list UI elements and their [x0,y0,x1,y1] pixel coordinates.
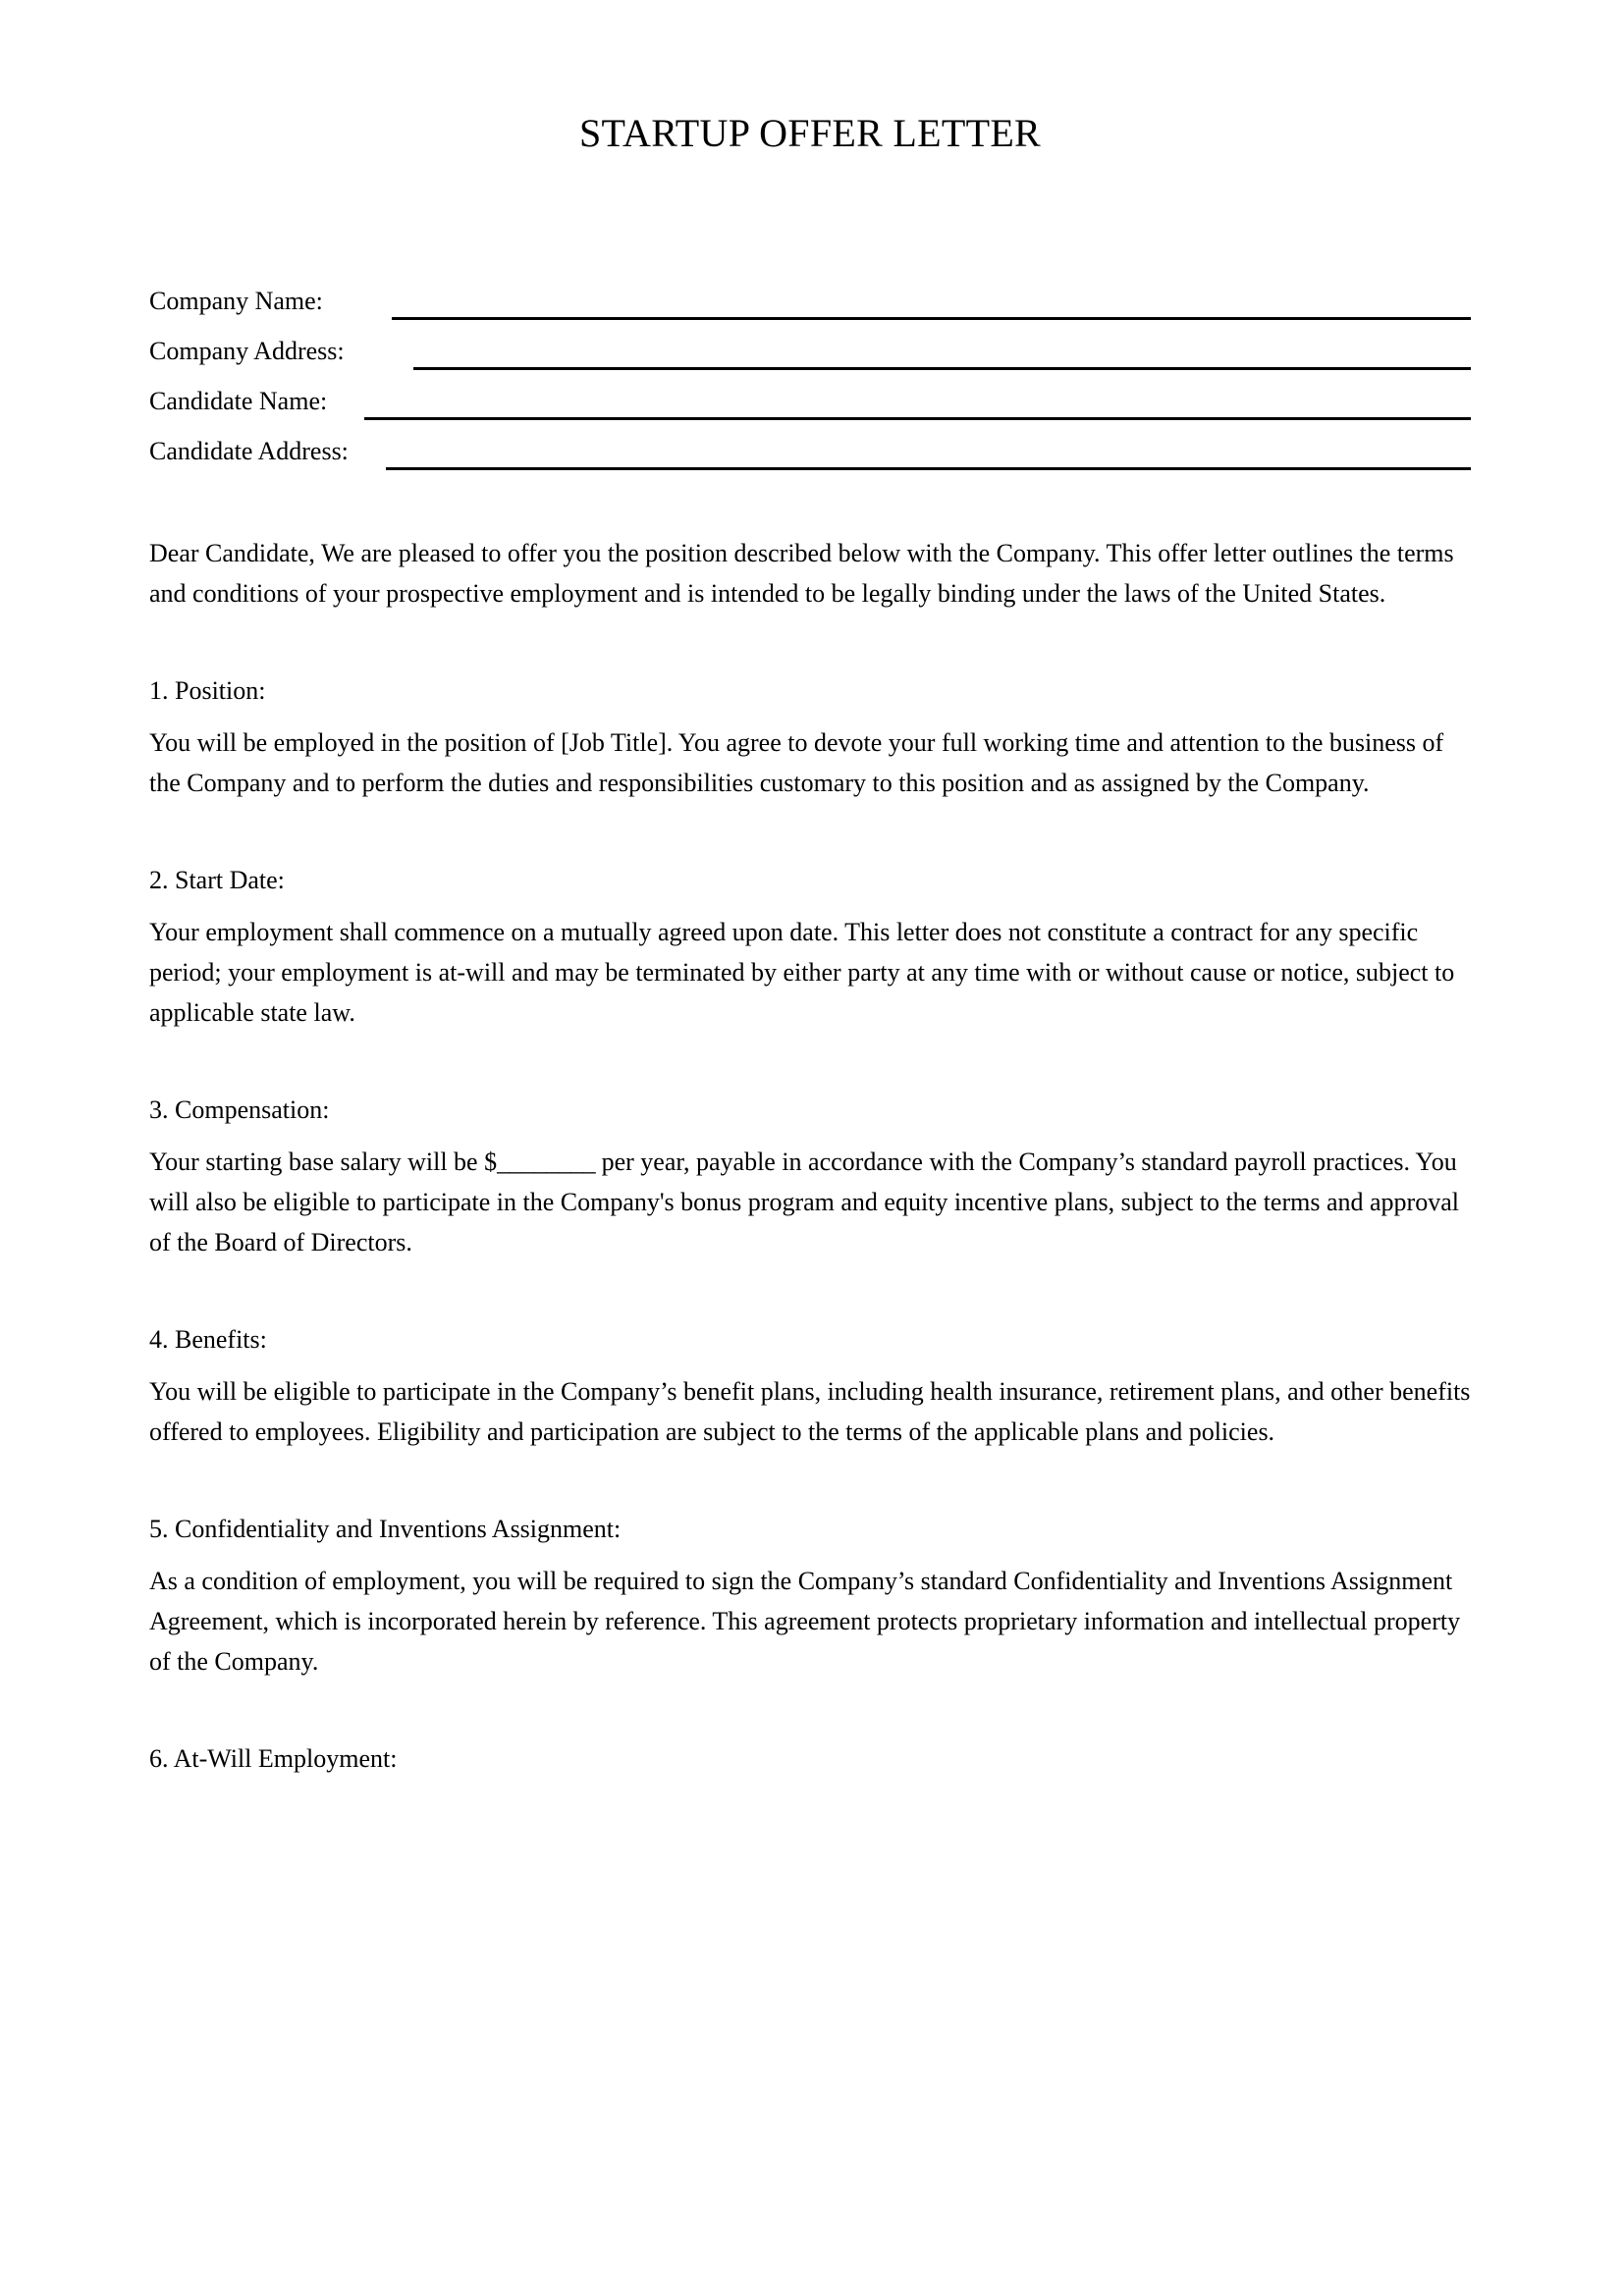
form-field-candidate-name[interactable] [149,372,1471,422]
section-compensation [149,1090,1471,1262]
compensation-text-before-blank: Your starting base salary will be $ [149,1148,498,1176]
section-heading: 6. At-Will Employment: [149,1744,398,1773]
section-body [149,1142,1471,1262]
form-field-candidate-address[interactable] [149,422,1471,472]
form-field-rule[interactable] [413,367,1471,370]
section-benefits [149,1319,1471,1452]
intro-paragraph: Dear Candidate, We are pleased to offer you the position described below with the Company. This offer letter outlines the terms and conditions of your prospective employment and is intended to be legally binding under the laws of the United States. [149,539,1454,608]
section-heading: 3. Compensation: [149,1095,330,1124]
section-heading: 1. Position: [149,676,266,705]
page-title: STARTUP OFFER LETTER [578,111,1042,155]
section-heading: 5. Confidentiality and Inventions Assignment: [149,1515,622,1543]
section-heading: 4. Benefits: [149,1325,267,1354]
section-body: You will be employed in the position of [Job Title]. You agree to devote your full working time and attention to the business of the Company and to perform the duties and responsibilities customary to this position and as assigned by the Company. [149,728,1444,797]
form-field-company-name[interactable] [149,272,1471,322]
salary-blank-field[interactable]: ________ [497,1148,596,1176]
form-field-label: Candidate Address: [149,437,349,465]
compensation-text-after-blank: per year, payable in accordance with the Company’s standard payroll practices. You will also be eligible to participate in the Company's bonus program and equity incentive plans, subject to the terms and approval of the Board of Directors. [149,1148,1459,1256]
section-body: Your employment shall commence on a mutually agreed upon date. This letter does not constitute a contract for any specific period; your employment is at-will and may be terminated by either party at any time with or without cause or notice, subject to applicable state law. [149,918,1455,1027]
section-start-date [149,860,1471,1033]
form-field-company-address[interactable] [149,322,1471,372]
form-field-rule[interactable] [392,317,1471,320]
section-position [149,670,1471,803]
section-body: As a condition of employment, you will be required to sign the Company’s standard Confidentiality and Inventions Assignment Agreement, which is incorporated herein by reference. This agreement protects proprietary information and intellectual property of the Company. [149,1567,1461,1676]
form-field-label: Candidate Name: [149,387,328,415]
section-confidentiality [149,1509,1471,1682]
section-body: You will be eligible to participate in the Company’s benefit plans, including health insurance, retirement plans, and other benefits offered to employees. Eligibility and participation are subject to the terms of the applicable plans and policies. [149,1377,1471,1446]
form-fields-group [149,272,1471,472]
document-sheet [149,0,1471,1779]
section-heading: 2. Start Date: [149,866,285,894]
form-field-label: Company Address: [149,337,345,365]
section-at-will-employment [149,1738,1471,1779]
form-field-rule[interactable] [364,417,1471,420]
form-field-rule[interactable] [386,467,1471,470]
form-field-label: Company Name: [149,287,323,315]
